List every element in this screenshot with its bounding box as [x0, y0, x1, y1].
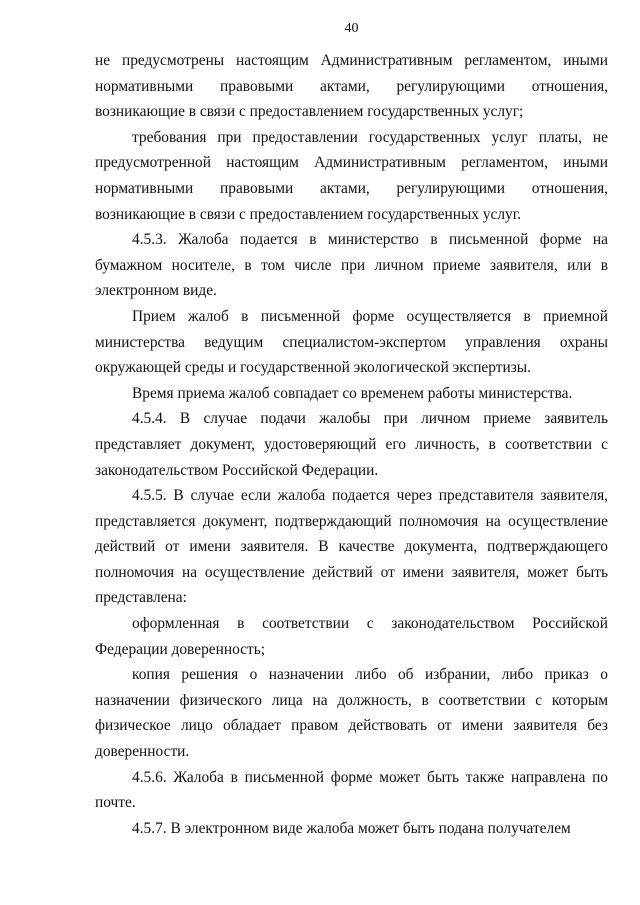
paragraph: 4.5.6. Жалоба в письменной форме может быть также направлена по почте.	[95, 768, 608, 812]
paragraph: Время приема жалоб совпадает со временем работы министерства.	[132, 384, 573, 402]
paragraph: Прием жалоб в письменной форме осуществляется в приемной министерства ведущим специалистом-экспертом управления охраны окружающей среды и государственной экологической экспертизы.	[95, 307, 608, 377]
paragraph: 4.5.7. В электронном виде жалоба может быть подана получателем	[132, 819, 571, 837]
page-number: 40	[344, 21, 359, 36]
paragraph: копия решения о назначении либо об избрании, либо приказ о назначении физического лица на должность, в соответствии с которым физическое лицо обладает правом действовать от имени заявителя без доверенности.	[95, 666, 608, 761]
paragraph: оформленная в соответствии с законодательством Российской Федерации доверенность;	[95, 615, 608, 658]
paragraph: не предусмотрены настоящим Административным регламентом, иными нормативными правовыми актами, регулирующими отношения, возникающие в связи с предоставлением государственных услуг;	[95, 52, 608, 121]
paragraph: 4.5.5. В случае если жалоба подается через представителя заявителя, представляется документ, подтверждающий полномочия на осуществление действий от имени заявителя. В качестве документа, подтверждающего полномочия на осуществление действий от имени заявителя, может быть представлена:	[95, 487, 608, 607]
paragraph: 4.5.4. В случае подачи жалобы при личном приеме заявитель представляет документ, удостоверяющий его личность, в соответствии с законодательством Российской Федерации.	[95, 410, 608, 479]
document-body	[95, 48, 608, 841]
paragraph: требования при предоставлении государственных услуг платы, не предусмотренной настоящим Административным регламентом, иными нормативными правовыми актами, регулирующими отношения, возникающие в связи с предоставлением государственных услуг.	[95, 128, 608, 223]
paragraph: 4.5.3. Жалоба подается в министерство в письменной форме на бумажном носителе, в том числе при личном приеме заявителя, или в электронном виде.	[95, 231, 608, 300]
